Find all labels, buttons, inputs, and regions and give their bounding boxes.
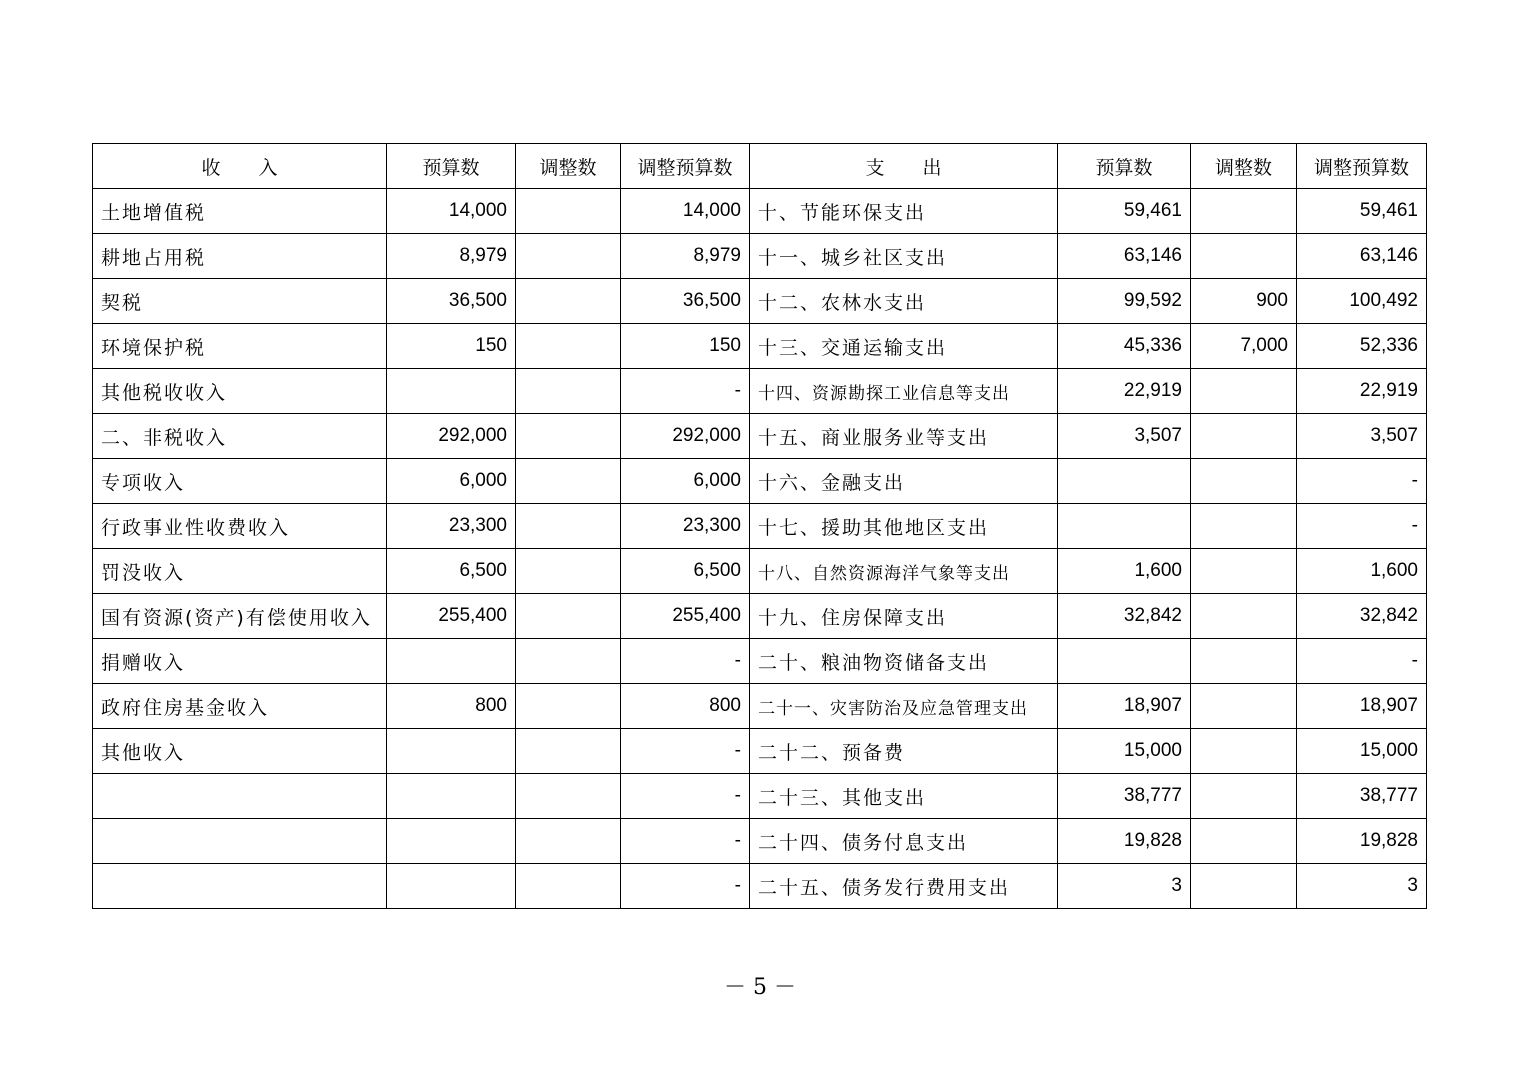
- expense-adjusted-budget-cell: 1,600: [1297, 549, 1427, 594]
- income-adjust-cell: [516, 234, 621, 279]
- expense-adjust-header: 调整数: [1191, 144, 1297, 189]
- income-adjusted-budget-cell: 150: [621, 324, 750, 369]
- income-item-cell: 罚没收入: [93, 549, 387, 594]
- income-adjusted-budget-cell: 292,000: [621, 414, 750, 459]
- income-budget-cell: 6,000: [387, 459, 516, 504]
- expense-item-cell: 二十三、其他支出: [750, 774, 1058, 819]
- income-adjust-cell: [516, 549, 621, 594]
- table-row: [93, 864, 1427, 909]
- expense-budget-header: 预算数: [1058, 144, 1191, 189]
- income-budget-cell: [387, 864, 516, 909]
- income-budget-cell: [387, 819, 516, 864]
- budget-table-body: [93, 189, 1427, 909]
- expense-item-cell: 十七、援助其他地区支出: [750, 504, 1058, 549]
- expense-adjusted-budget-cell: 3: [1297, 864, 1427, 909]
- expense-adjusted-budget-header: 调整预算数: [1297, 144, 1427, 189]
- income-item-cell: 其他税收收入: [93, 369, 387, 414]
- expense-item-cell: 二十五、债务发行费用支出: [750, 864, 1058, 909]
- expense-item-cell: 二十、粮油物资储备支出: [750, 639, 1058, 684]
- expense-item-cell: 十一、城乡社区支出: [750, 234, 1058, 279]
- expense-adjust-cell: [1191, 639, 1297, 684]
- income-adjust-cell: [516, 594, 621, 639]
- expense-adjust-cell: [1191, 414, 1297, 459]
- income-adjust-cell: [516, 729, 621, 774]
- income-adjusted-budget-header: 调整预算数: [621, 144, 750, 189]
- income-budget-cell: [387, 774, 516, 819]
- expense-adjust-cell: [1191, 819, 1297, 864]
- expense-adjusted-budget-cell: -: [1297, 459, 1427, 504]
- expense-adjust-cell: [1191, 549, 1297, 594]
- income-adjusted-budget-cell: -: [621, 864, 750, 909]
- expense-adjust-cell: [1191, 729, 1297, 774]
- table-row: [93, 459, 1427, 504]
- income-item-cell: 专项收入: [93, 459, 387, 504]
- table-row: [93, 594, 1427, 639]
- income-item-cell: [93, 819, 387, 864]
- expense-budget-cell: 45,336: [1058, 324, 1191, 369]
- income-item-cell: 国有资源(资产)有偿使用收入: [93, 594, 387, 639]
- table-row: [93, 504, 1427, 549]
- table-row: [93, 279, 1427, 324]
- income-adjusted-budget-cell: 8,979: [621, 234, 750, 279]
- expense-item-cell: 十四、资源勘探工业信息等支出: [750, 369, 1058, 414]
- income-adjust-cell: [516, 864, 621, 909]
- expense-item-cell: 十八、自然资源海洋气象等支出: [750, 549, 1058, 594]
- table-row: [93, 189, 1427, 234]
- expense-adjusted-budget-cell: 19,828: [1297, 819, 1427, 864]
- expense-item-cell: 二十一、灾害防治及应急管理支出: [750, 684, 1058, 729]
- income-adjust-cell: [516, 684, 621, 729]
- expense-budget-cell: [1058, 639, 1191, 684]
- expense-adjust-cell: [1191, 459, 1297, 504]
- expense-budget-cell: 18,907: [1058, 684, 1191, 729]
- expense-item-cell: 十二、农林水支出: [750, 279, 1058, 324]
- income-item-cell: 捐赠收入: [93, 639, 387, 684]
- income-adjusted-budget-cell: 6,000: [621, 459, 750, 504]
- expense-budget-cell: 3: [1058, 864, 1191, 909]
- expense-adjusted-budget-cell: 63,146: [1297, 234, 1427, 279]
- table-row: [93, 369, 1427, 414]
- budget-table: [92, 143, 1427, 909]
- income-adjust-cell: [516, 324, 621, 369]
- income-adjust-cell: [516, 279, 621, 324]
- expense-adjusted-budget-cell: 59,461: [1297, 189, 1427, 234]
- table-row: [93, 549, 1427, 594]
- page-number: － 5 －: [724, 975, 796, 1000]
- income-item-cell: 二、非税收入: [93, 414, 387, 459]
- income-item-cell: 政府住房基金收入: [93, 684, 387, 729]
- expense-adjust-cell: [1191, 234, 1297, 279]
- expense-item-cell: 十三、交通运输支出: [750, 324, 1058, 369]
- income-header: 收 入: [93, 144, 387, 189]
- income-adjust-cell: [516, 369, 621, 414]
- income-adjust-cell: [516, 414, 621, 459]
- income-adjusted-budget-cell: -: [621, 729, 750, 774]
- income-adjust-cell: [516, 504, 621, 549]
- expense-item-cell: 二十二、预备费: [750, 729, 1058, 774]
- expense-budget-cell: 32,842: [1058, 594, 1191, 639]
- expense-adjusted-budget-cell: 15,000: [1297, 729, 1427, 774]
- expense-adjusted-budget-cell: 100,492: [1297, 279, 1427, 324]
- income-budget-cell: 6,500: [387, 549, 516, 594]
- income-budget-cell: 800: [387, 684, 516, 729]
- income-budget-cell: [387, 639, 516, 684]
- income-adjust-cell: [516, 189, 621, 234]
- income-budget-cell: 255,400: [387, 594, 516, 639]
- expense-adjusted-budget-cell: 18,907: [1297, 684, 1427, 729]
- table-row: [93, 729, 1427, 774]
- expense-budget-cell: 63,146: [1058, 234, 1191, 279]
- table-row: [93, 414, 1427, 459]
- expense-adjust-cell: [1191, 864, 1297, 909]
- income-item-cell: 土地增值税: [93, 189, 387, 234]
- income-budget-cell: [387, 729, 516, 774]
- income-adjust-cell: [516, 774, 621, 819]
- expense-adjusted-budget-cell: 32,842: [1297, 594, 1427, 639]
- expense-header: 支 出: [750, 144, 1058, 189]
- expense-adjust-cell: [1191, 684, 1297, 729]
- income-item-cell: 契税: [93, 279, 387, 324]
- income-item-cell: 行政事业性收费收入: [93, 504, 387, 549]
- expense-adjusted-budget-cell: -: [1297, 504, 1427, 549]
- income-item-cell: 其他收入: [93, 729, 387, 774]
- income-item-cell: 环境保护税: [93, 324, 387, 369]
- expense-item-cell: 十六、金融支出: [750, 459, 1058, 504]
- expense-budget-cell: 22,919: [1058, 369, 1191, 414]
- income-budget-cell: [387, 369, 516, 414]
- income-budget-cell: 150: [387, 324, 516, 369]
- table-row: [93, 819, 1427, 864]
- income-item-cell: [93, 864, 387, 909]
- expense-adjust-cell: [1191, 504, 1297, 549]
- expense-adjusted-budget-cell: 52,336: [1297, 324, 1427, 369]
- income-item-cell: 耕地占用税: [93, 234, 387, 279]
- expense-adjust-cell: [1191, 774, 1297, 819]
- expense-item-cell: 十、节能环保支出: [750, 189, 1058, 234]
- income-adjusted-budget-cell: -: [621, 369, 750, 414]
- header-row: [93, 144, 1427, 189]
- expense-adjust-cell: [1191, 189, 1297, 234]
- table-row: [93, 639, 1427, 684]
- income-adjusted-budget-cell: 255,400: [621, 594, 750, 639]
- expense-budget-cell: 59,461: [1058, 189, 1191, 234]
- income-adjusted-budget-cell: -: [621, 819, 750, 864]
- expense-adjusted-budget-cell: 3,507: [1297, 414, 1427, 459]
- income-adjusted-budget-cell: 6,500: [621, 549, 750, 594]
- income-adjusted-budget-cell: 23,300: [621, 504, 750, 549]
- income-adjusted-budget-cell: 36,500: [621, 279, 750, 324]
- table-row: [93, 324, 1427, 369]
- expense-item-cell: 二十四、债务付息支出: [750, 819, 1058, 864]
- expense-budget-cell: [1058, 459, 1191, 504]
- income-budget-cell: 292,000: [387, 414, 516, 459]
- expense-adjust-cell: [1191, 369, 1297, 414]
- expense-item-cell: 十五、商业服务业等支出: [750, 414, 1058, 459]
- expense-budget-cell: 38,777: [1058, 774, 1191, 819]
- income-adjust-cell: [516, 819, 621, 864]
- income-adjusted-budget-cell: 14,000: [621, 189, 750, 234]
- table-row: [93, 234, 1427, 279]
- expense-adjusted-budget-cell: -: [1297, 639, 1427, 684]
- expense-budget-cell: 3,507: [1058, 414, 1191, 459]
- income-adjust-cell: [516, 459, 621, 504]
- table-row: [93, 774, 1427, 819]
- expense-adjust-cell: 900: [1191, 279, 1297, 324]
- income-budget-cell: 14,000: [387, 189, 516, 234]
- expense-item-cell: 十九、住房保障支出: [750, 594, 1058, 639]
- income-adjust-cell: [516, 639, 621, 684]
- income-adjust-header: 调整数: [516, 144, 621, 189]
- income-adjusted-budget-cell: 800: [621, 684, 750, 729]
- expense-budget-cell: 99,592: [1058, 279, 1191, 324]
- expense-budget-cell: 1,600: [1058, 549, 1191, 594]
- expense-budget-cell: 19,828: [1058, 819, 1191, 864]
- income-budget-cell: 8,979: [387, 234, 516, 279]
- income-adjusted-budget-cell: -: [621, 774, 750, 819]
- expense-adjusted-budget-cell: 38,777: [1297, 774, 1427, 819]
- income-item-cell: [93, 774, 387, 819]
- income-budget-cell: 23,300: [387, 504, 516, 549]
- expense-budget-cell: [1058, 504, 1191, 549]
- income-budget-cell: 36,500: [387, 279, 516, 324]
- expense-adjust-cell: [1191, 594, 1297, 639]
- table-row: [93, 684, 1427, 729]
- income-adjusted-budget-cell: -: [621, 639, 750, 684]
- income-budget-header: 预算数: [387, 144, 516, 189]
- expense-adjust-cell: 7,000: [1191, 324, 1297, 369]
- expense-adjusted-budget-cell: 22,919: [1297, 369, 1427, 414]
- expense-budget-cell: 15,000: [1058, 729, 1191, 774]
